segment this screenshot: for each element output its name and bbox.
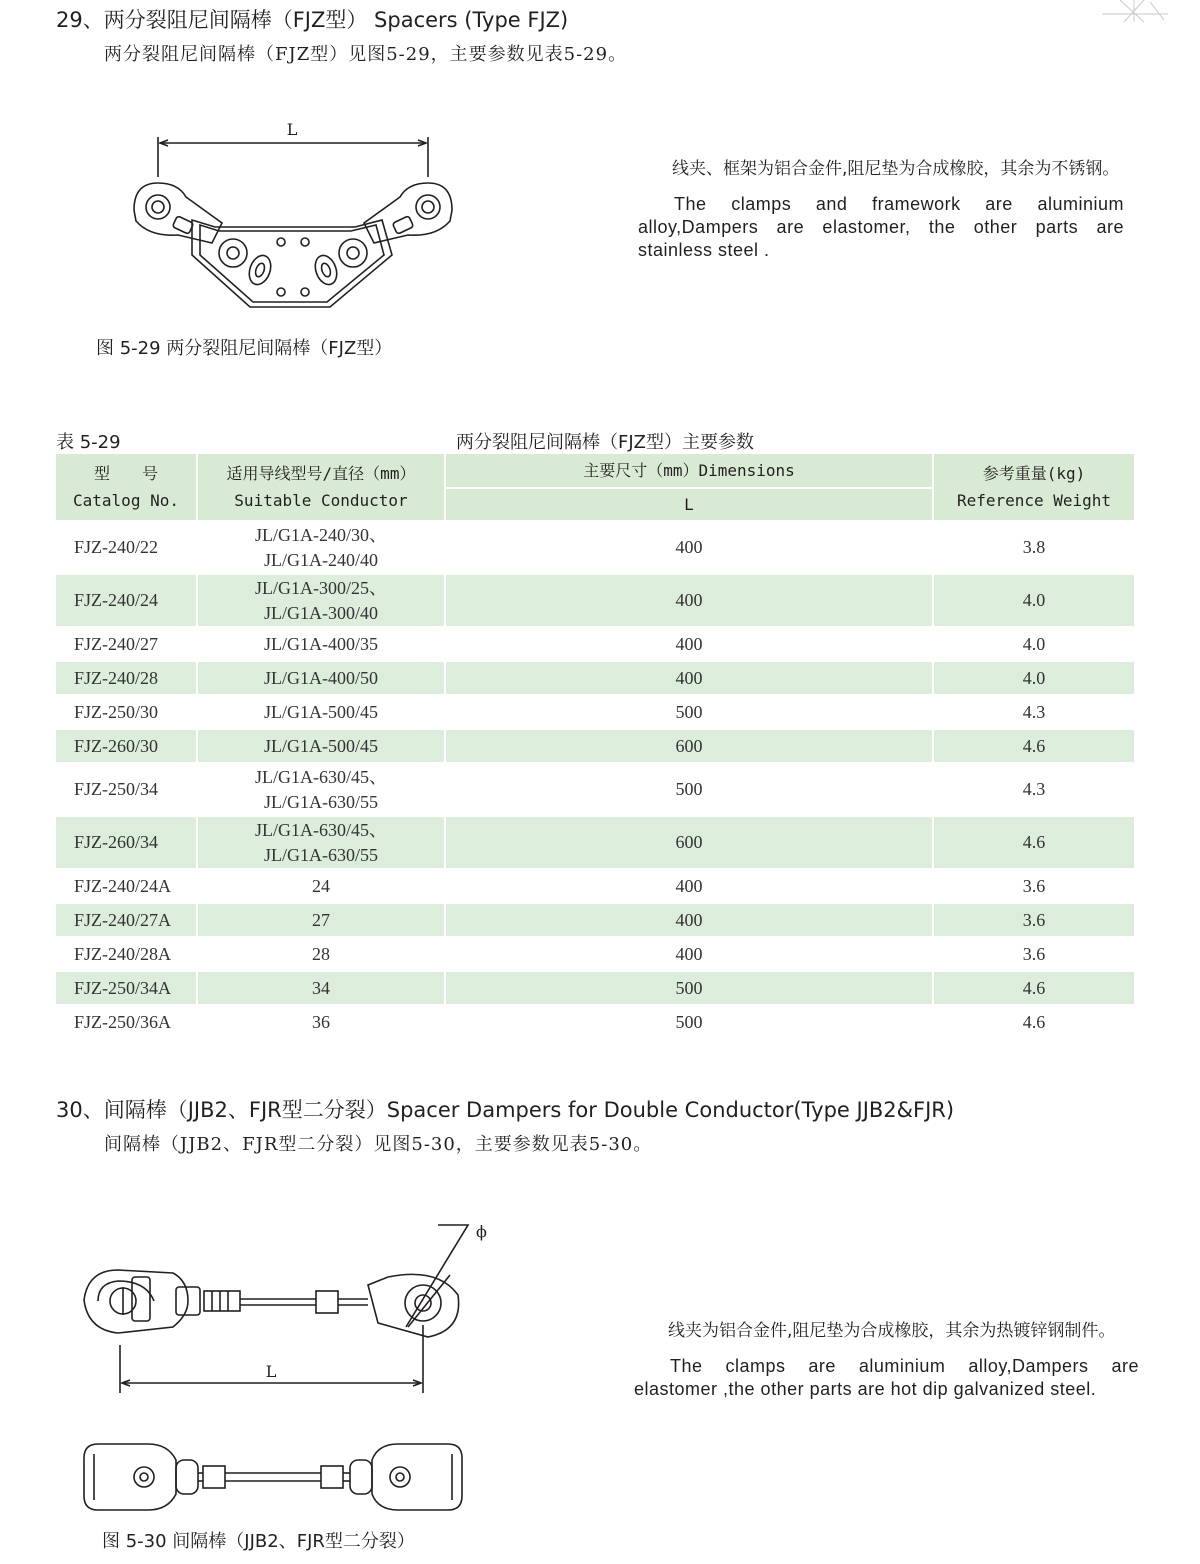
cell-conductor: [198, 938, 446, 972]
cell-dimension-l: 500: [446, 696, 934, 730]
conductor-line: JL/G1A-300/40: [264, 602, 378, 623]
cell-conductor: [198, 870, 446, 904]
cell-dimension-l: 400: [446, 904, 934, 938]
table-title: 两分裂阻尼间隔棒（FJZ型）主要参数: [456, 432, 754, 453]
cell-model: FJZ-240/27: [56, 628, 198, 662]
cell-dimension-l: 400: [446, 628, 934, 662]
cell-model: FJZ-250/34: [56, 764, 198, 817]
conductor-line: JL/G1A-630/55: [264, 791, 378, 812]
cell-weight: 4.0: [934, 628, 1136, 662]
cell-model: FJZ-240/28: [56, 662, 198, 696]
cell-weight: 3.8: [934, 522, 1136, 575]
table-row: [56, 696, 1136, 730]
conductor-line: 28: [312, 943, 330, 964]
table-row: [56, 972, 1136, 1006]
table-row: [56, 817, 1136, 870]
cell-model: FJZ-240/22: [56, 522, 198, 575]
cell-conductor: [198, 817, 446, 870]
section-29-title: 29、两分裂阻尼间隔棒（FJZ型） Spacers (Type FJZ): [56, 8, 569, 32]
cell-dimension-l: 400: [446, 522, 934, 575]
conductor-line: 27: [312, 909, 330, 930]
section-29-subtitle: 两分裂阻尼间隔棒（FJZ型）见图5-29，主要参数见表5-29。: [104, 44, 628, 65]
conductor-line: JL/G1A-630/45、: [255, 766, 387, 787]
cell-dimension-l: 500: [446, 972, 934, 1006]
cell-model: FJZ-240/27A: [56, 904, 198, 938]
conductor-line: JL/G1A-500/45: [264, 701, 378, 722]
cell-dimension-l: 400: [446, 662, 934, 696]
cell-dimension-l: 600: [446, 730, 934, 764]
table-row: [56, 938, 1136, 972]
cell-weight: 3.6: [934, 904, 1136, 938]
table-row: [56, 870, 1136, 904]
header-dimensions: 主要尺寸（mm）Dimensions: [446, 454, 934, 489]
cell-conductor: [198, 696, 446, 730]
cell-conductor: [198, 628, 446, 662]
cell-dimension-l: 500: [446, 1006, 934, 1040]
header-model: [56, 454, 198, 522]
table-row: [56, 904, 1136, 938]
cell-model: FJZ-240/24A: [56, 870, 198, 904]
cell-weight: 3.6: [934, 870, 1136, 904]
section-30-title: 30、间隔棒（JJB2、FJR型二分裂）Spacer Dampers for Double Conductor(Type JJB2&FJR): [56, 1098, 955, 1122]
header-dimension-l: L: [446, 489, 934, 522]
section-30-subtitle: 间隔棒（JJB2、FJR型二分裂）见图5-30，主要参数见表5-30。: [104, 1134, 653, 1155]
conductor-line: JL/G1A-400/50: [264, 667, 378, 688]
section-29-desc-en: The clamps and framework are aluminium alloy,Dampers are elastomer, the other parts are stainless steel .: [638, 194, 1124, 260]
section-30-description: [634, 1320, 1139, 1413]
header-model-en: Catalog No.: [73, 491, 179, 510]
conductor-line: JL/G1A-400/35: [264, 633, 378, 654]
conductor-line: 36: [312, 1011, 330, 1032]
section-30-desc-cn: 线夹为铝合金件,阻尼垫为合成橡胶，其余为热镀锌钢制件。: [668, 1321, 1116, 1341]
spec-table: [56, 454, 1136, 1040]
cell-weight: 4.3: [934, 764, 1136, 817]
cell-model: FJZ-240/28A: [56, 938, 198, 972]
cell-conductor: [198, 575, 446, 628]
table-row: [56, 730, 1136, 764]
conductor-line: JL/G1A-240/40: [264, 549, 378, 570]
cell-conductor: [198, 1006, 446, 1040]
figure-5-30-spacer-top-view: [78, 1215, 498, 1400]
table-label: 表 5-29: [56, 432, 121, 453]
cell-model: FJZ-260/34: [56, 817, 198, 870]
cell-model: FJZ-250/34A: [56, 972, 198, 1006]
cell-weight: 4.6: [934, 817, 1136, 870]
header-conductor: [198, 454, 446, 522]
figure-5-30-spacer-side-view: [78, 1440, 468, 1515]
figure-5-29-fjz-spacer: [120, 115, 470, 315]
conductor-line: 34: [312, 977, 330, 998]
cell-weight: 4.0: [934, 575, 1136, 628]
cell-weight: 3.6: [934, 938, 1136, 972]
table-row: [56, 575, 1136, 628]
figure-5-30-caption: 图 5-30 间隔棒（JJB2、FJR型二分裂）: [102, 1531, 415, 1552]
conductor-line: JL/G1A-630/45、: [255, 819, 387, 840]
corner-decoration: [1100, 0, 1170, 22]
conductor-line: JL/G1A-300/25、: [255, 577, 387, 598]
cell-dimension-l: 400: [446, 870, 934, 904]
table-row: [56, 522, 1136, 575]
header-weight: [934, 454, 1136, 522]
cell-dimension-l: 500: [446, 764, 934, 817]
section-29-description: [638, 158, 1124, 274]
cell-weight: 4.6: [934, 730, 1136, 764]
header-weight-en: Reference Weight: [956, 491, 1112, 510]
figure-5-30-dim-label: L: [265, 1362, 277, 1381]
header-model-cn: 型 号: [93, 464, 158, 483]
conductor-line: JL/G1A-240/30、: [255, 524, 387, 545]
cell-weight: 4.6: [934, 972, 1136, 1006]
cell-model: FJZ-250/36A: [56, 1006, 198, 1040]
cell-weight: 4.6: [934, 1006, 1136, 1040]
cell-conductor: [198, 972, 446, 1006]
section-30-desc-en: The clamps are aluminium alloy,Dampers are elastomer ,the other parts are hot dip galvanized steel.: [634, 1356, 1139, 1399]
cell-conductor: [198, 522, 446, 575]
cell-conductor: [198, 730, 446, 764]
cell-dimension-l: 400: [446, 575, 934, 628]
figure-5-30-phi-label: ϕ: [476, 1222, 487, 1241]
cell-conductor: [198, 764, 446, 817]
table-row: [56, 628, 1136, 662]
section-29-desc-cn: 线夹、框架为铝合金件,阻尼垫为合成橡胶，其余为不锈钢。: [672, 159, 1120, 179]
cell-dimension-l: 600: [446, 817, 934, 870]
cell-weight: 4.3: [934, 696, 1136, 730]
cell-weight: 4.0: [934, 662, 1136, 696]
figure-5-29-dim-label: L: [286, 120, 298, 139]
table-row: [56, 1006, 1136, 1040]
cell-model: FJZ-250/30: [56, 696, 198, 730]
table-row: [56, 764, 1136, 817]
figure-5-29-caption: 图 5-29 两分裂阻尼间隔棒（FJZ型）: [96, 338, 393, 359]
conductor-line: 24: [312, 875, 330, 896]
header-conductor-en: Suitable Conductor: [234, 491, 408, 510]
cell-model: FJZ-260/30: [56, 730, 198, 764]
conductor-line: JL/G1A-630/55: [264, 844, 378, 865]
cell-conductor: [198, 904, 446, 938]
cell-conductor: [198, 662, 446, 696]
header-weight-cn: 参考重量(kg): [982, 464, 1086, 483]
cell-dimension-l: 400: [446, 938, 934, 972]
conductor-line: JL/G1A-500/45: [264, 735, 378, 756]
table-row: [56, 662, 1136, 696]
header-conductor-cn: 适用导线型号/直径（mm）: [226, 464, 416, 483]
cell-model: FJZ-240/24: [56, 575, 198, 628]
